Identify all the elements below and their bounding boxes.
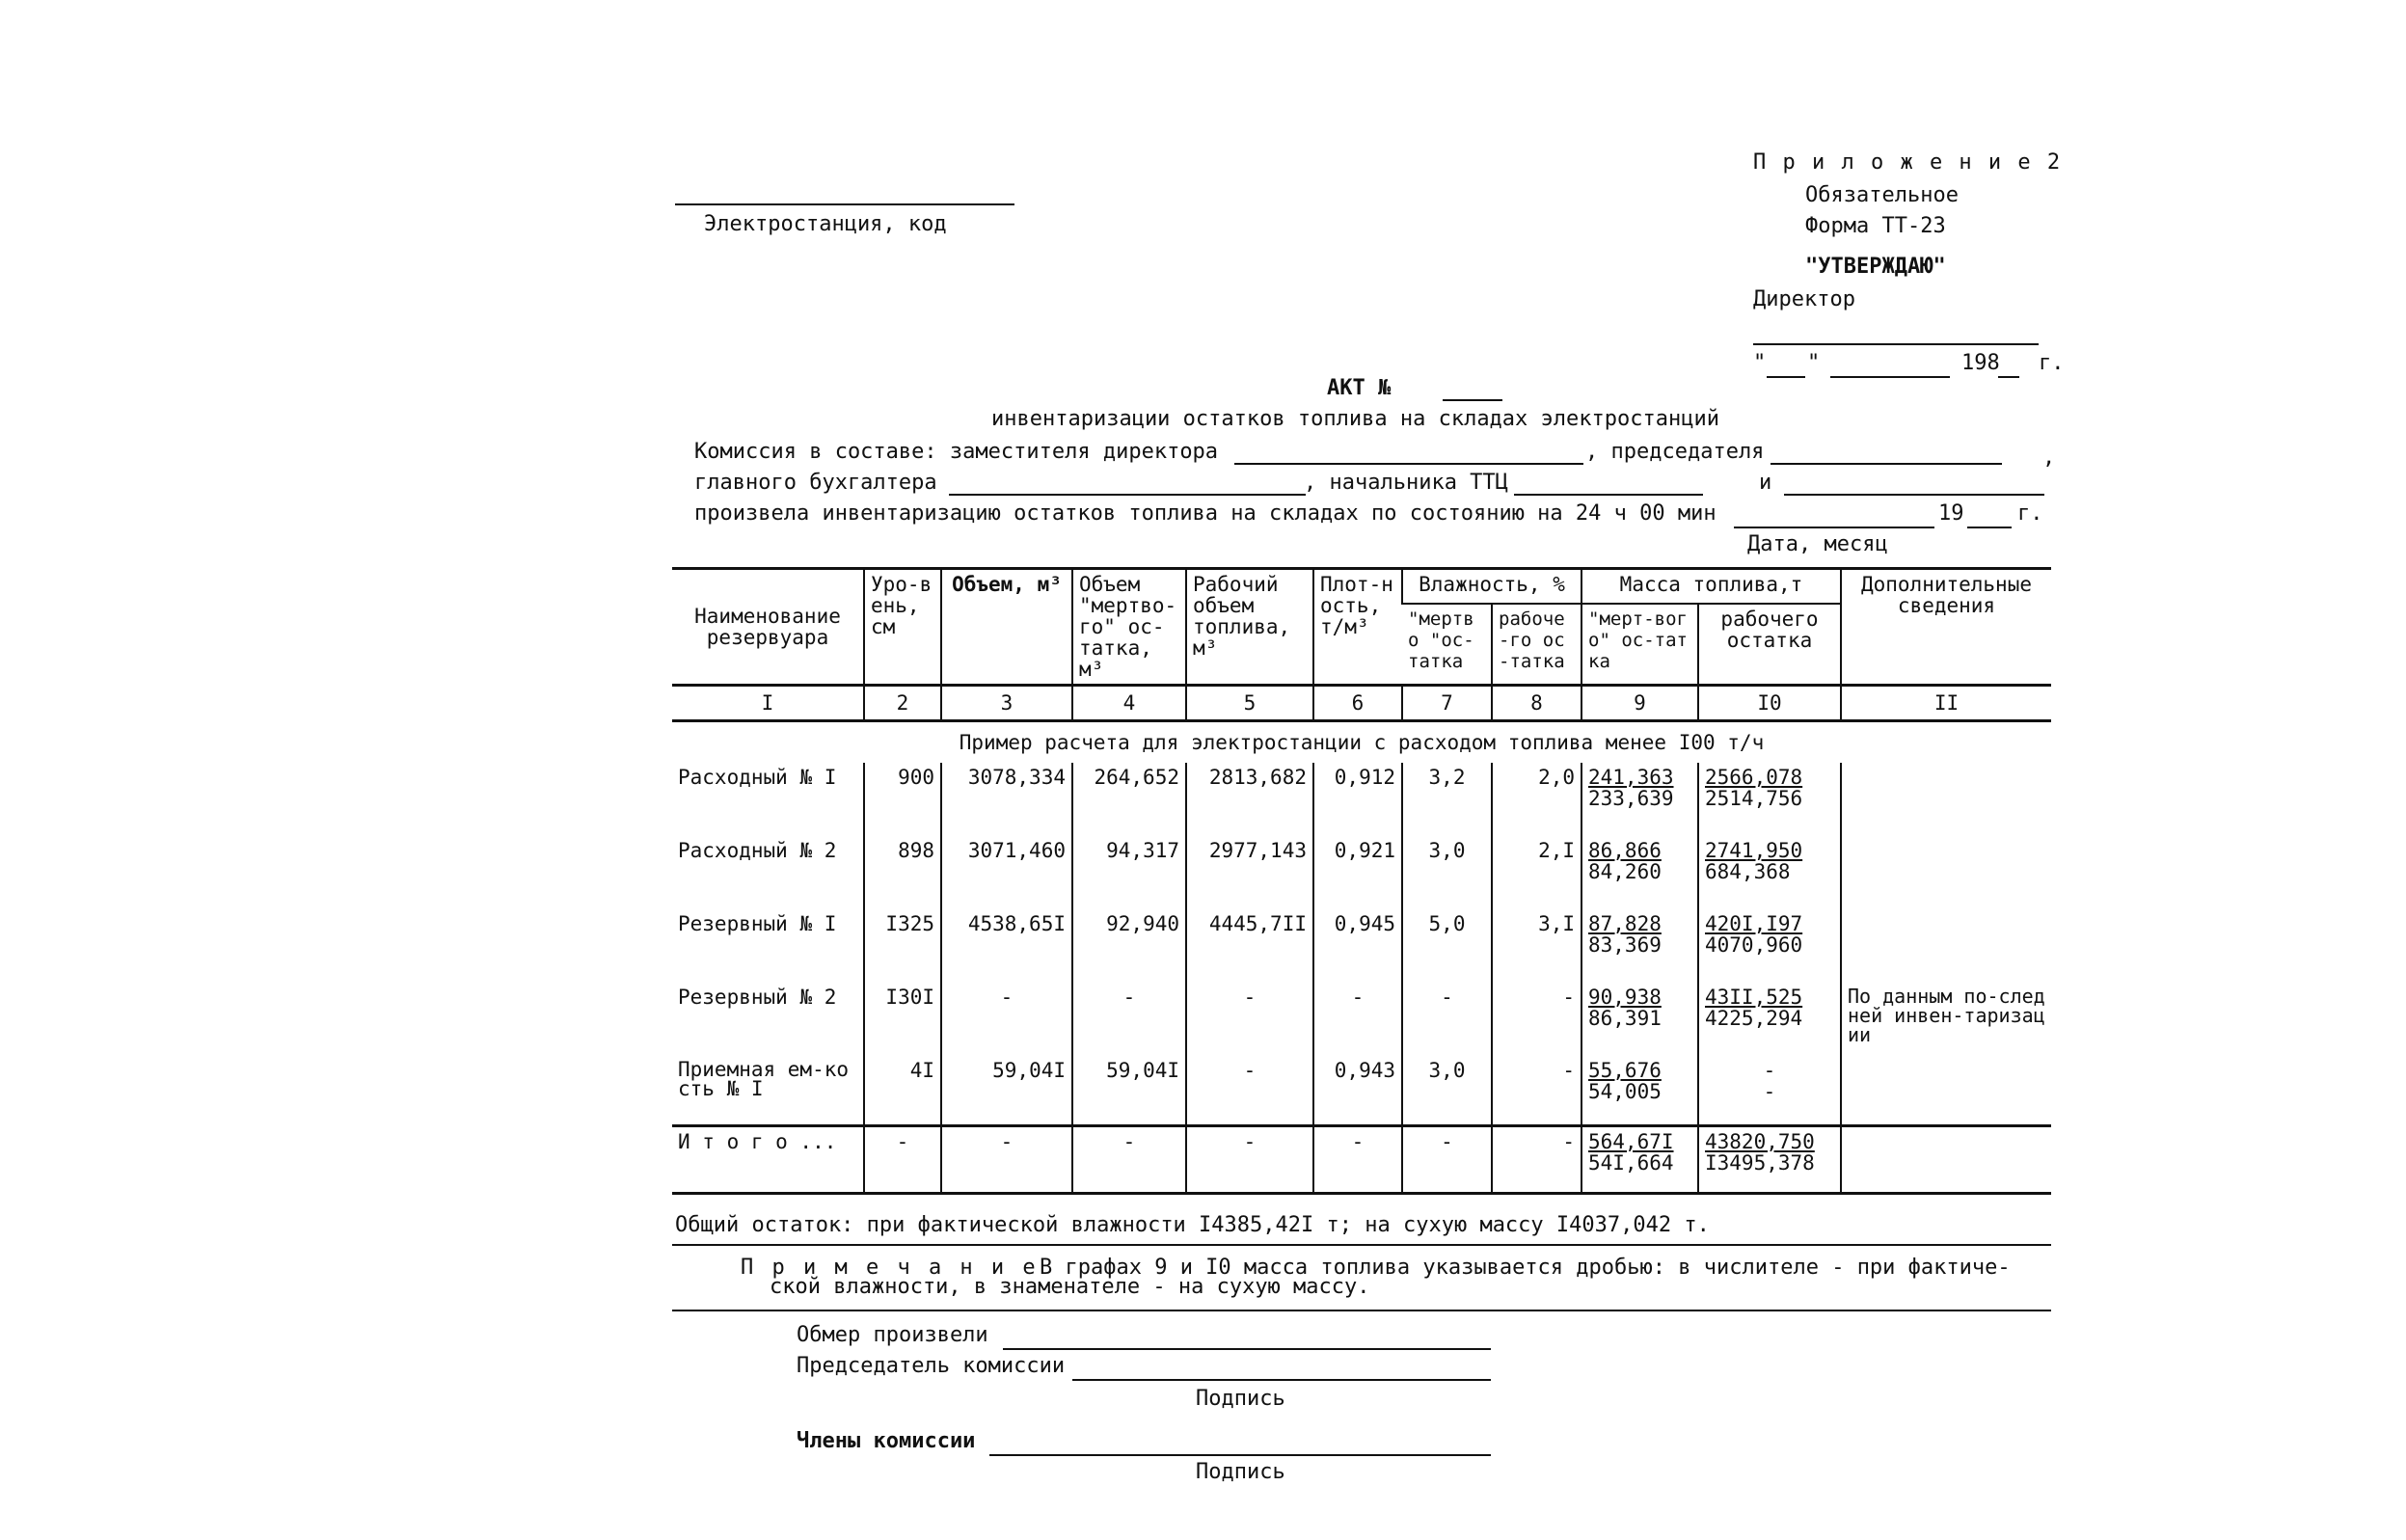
inventory-year: 19 [1938,501,1964,526]
cell-name: Расходный № I [678,766,837,789]
col-num: 8 [1492,686,1581,721]
mandatory-label: Обязательное [1805,183,1959,207]
act-number-blank [1443,399,1502,401]
cell-volume: 3078,334 [941,763,1072,836]
cell-name: Резервный № 2 [678,986,837,1009]
cell-extra [1841,836,2051,909]
summary-rule [672,1244,2051,1246]
commission-line2-b: , начальника ТТЦ [1304,471,1508,495]
table-row [672,983,2051,1056]
cell-hum-work: - [1492,983,1581,1056]
director-label: Директор [1753,287,1855,311]
summary-line: Общий остаток: при фактической влажности I4385,42I т; на сухую массу I4037,042 т. [675,1213,1710,1237]
sign-caption-2: Подпись [1196,1460,1285,1484]
member-blank [1784,494,2044,496]
act-subtitle: инвентаризации остатков топлива на складах электростанций [991,407,1719,431]
numerator: 90,938 [1588,986,1662,1009]
cell-level: - [864,1125,941,1193]
section-title: Пример расчета для электростанции с расходом топлива менее I00 т/ч [959,731,1765,754]
day-blank [1767,376,1805,378]
col-num: 2 [864,686,941,721]
cell-hum-work: 3,I [1492,909,1581,983]
date-quote-open: " [1753,351,1767,375]
denominator: 54I,664 [1588,1150,1674,1175]
numerator: - [1763,1059,1776,1082]
commission-line2-a: главного бухгалтера [694,471,937,495]
numerator: 43II,525 [1705,986,1803,1009]
station-line [675,203,1014,205]
denominator: 83,369 [1588,933,1662,957]
col-num: 3 [941,686,1072,721]
cell-extra-note: По данным по-следней инвен-таризации [1841,983,2051,1056]
inventory-line: произвела инвентаризацию остатков топлива на складах по состоянию на 24 ч 00 мин [694,501,1717,526]
denominator: 684,368 [1705,860,1791,883]
table-row [672,836,2051,909]
inventory-year-suffix: г. [2017,501,2043,526]
header-extra: Дополнительные сведения [1841,569,2051,686]
table-row [672,909,2051,983]
note-rule [672,1310,2051,1311]
director-signature-line [1753,343,2039,345]
denominator: 54,005 [1588,1080,1662,1103]
cell-mass-work [1698,1056,1841,1125]
total-row [672,1125,2051,1193]
header-humidity: Влажность, % [1402,569,1581,604]
cell-name: Расходный № 2 [678,839,837,862]
cell-volume: - [941,983,1072,1056]
numerator: 2741,950 [1705,839,1803,862]
header-volume: Объем, м³ [941,569,1072,686]
cell-hum-dead: 3,2 [1402,763,1492,836]
chairman-sign-blank [1072,1379,1491,1381]
table-row [672,1056,2051,1125]
cell-work: 2977,143 [1186,836,1313,909]
cell-level: I30I [864,983,941,1056]
cell-mass-work [1698,836,1841,909]
cell-dead: - [1072,983,1186,1056]
cell-volume: 59,04I [941,1056,1072,1125]
cell-hum-work: 2,I [1492,836,1581,909]
numerator: 2566,078 [1705,766,1803,789]
cell-dead: 94,317 [1072,836,1186,909]
note-line1: В графах 9 и I0 масса топлива указывается дробью: в числителе - при фактиче- [1040,1256,2011,1280]
measured-label: Обмер произвели [797,1323,988,1347]
numerator: 43820,750 [1705,1129,1815,1153]
denominator: 86,391 [1588,1007,1662,1030]
cell-density: 0,912 [1313,763,1402,836]
cell-extra [1841,1056,2051,1125]
cell-mass-dead [1581,983,1698,1056]
cell-mass-work [1698,909,1841,983]
cell-density: 0,943 [1313,1056,1402,1125]
numerator: 87,828 [1588,912,1662,935]
cell-density: - [1313,983,1402,1056]
year-value: 198 [1961,351,2000,375]
cell-density: 0,921 [1313,836,1402,909]
members-blank [989,1454,1491,1456]
table-row [672,763,2051,836]
measured-blank [1003,1348,1491,1350]
header-name: Наименование резервуара [672,569,864,686]
denominator: 4225,294 [1705,1007,1803,1030]
cell-volume: 4538,65I [941,909,1072,983]
cell-dead: 264,652 [1072,763,1186,836]
inventory-year-blank [1967,527,2012,528]
denominator: - [1763,1080,1776,1103]
cell-volume: - [941,1125,1072,1193]
cell-mass-dead [1581,1125,1698,1193]
cell-density: 0,945 [1313,909,1402,983]
date-caption: Дата, месяц [1747,532,1888,556]
commission-line1-a: Комиссия в составе: заместителя директора [694,440,1219,464]
note-line2: ской влажности, в знаменателе - на сухую массу. [770,1275,1370,1299]
cell-mass-work [1698,1125,1841,1193]
denominator: 4070,960 [1705,933,1803,957]
col-num: 6 [1313,686,1402,721]
cell-mass-work [1698,983,1841,1056]
station-label: Электростанция, код [704,212,947,236]
denominator: I3495,378 [1705,1150,1815,1175]
cell-hum-work: 2,0 [1492,763,1581,836]
header-mass-dead: "мерт-вого" ос-татка [1581,604,1698,686]
cell-mass-dead [1581,836,1698,909]
cell-level: I325 [864,909,941,983]
cell-extra [1841,763,2051,836]
inventory-table [672,567,2051,1195]
cell-work: - [1186,1056,1313,1125]
col-num: I [672,686,864,721]
numerator: 420I,I97 [1705,912,1803,935]
cell-hum-dead: - [1402,1125,1492,1193]
header-density: Плот-ность, т/м³ [1313,569,1402,686]
date-blank [1734,527,1934,528]
year-suffix: г. [2039,351,2065,375]
sign-caption-1: Подпись [1196,1387,1285,1411]
date-quote-close: " [1807,351,1821,375]
cell-level: 900 [864,763,941,836]
approve-label: "УТВЕРЖДАЮ" [1805,255,1946,279]
col-num: 9 [1581,686,1698,721]
chairman-label: Председатель комиссии [797,1354,1066,1378]
cell-extra [1841,1125,2051,1193]
col-num: I0 [1698,686,1841,721]
note-label: П р и м е ч а н и е [741,1256,1039,1280]
act-title: АКТ № [1327,376,1392,400]
cell-hum-dead: 3,0 [1402,836,1492,909]
cell-hum-dead: 5,0 [1402,909,1492,983]
ttc-head-blank [1514,494,1703,496]
header-hum-work: рабоче-го ос-татка [1492,604,1581,686]
cell-hum-work: - [1492,1056,1581,1125]
numerator: 241,363 [1588,766,1674,789]
col-num: 4 [1072,686,1186,721]
cell-dead: 92,940 [1072,909,1186,983]
cell-name: И т о г о ... [672,1125,864,1193]
denominator: 84,260 [1588,860,1662,883]
comma-mark: , [2042,446,2056,470]
header-work-volume: Рабочий объем топлива, м³ [1186,569,1313,686]
header-mass-work: рабочего остатка [1698,604,1841,686]
chairman-blank [1771,463,2002,465]
month-blank [1830,376,1950,378]
members-label: Члены комиссии [797,1429,976,1453]
denominator: 233,639 [1588,787,1674,810]
denominator: 2514,756 [1705,787,1803,810]
cell-name: Резервный № I [678,912,837,935]
cell-work: 2813,682 [1186,763,1313,836]
col-num: 5 [1186,686,1313,721]
header-dead-volume: Объем "мертво-го" ос-татка, м³ [1072,569,1186,686]
cell-mass-dead [1581,909,1698,983]
col-num: II [1841,686,2051,721]
header-hum-dead: "мертво "ос-татка [1402,604,1492,686]
appendix-label: П р и л о ж е н и е 2 [1753,150,2063,175]
cell-work: - [1186,983,1313,1056]
cell-mass-dead [1581,763,1698,836]
numerator: 55,676 [1588,1059,1662,1082]
table-header-row [672,569,2051,604]
cell-hum-dead: 3,0 [1402,1056,1492,1125]
cell-name: Приемная ем-кость № I [678,1058,850,1100]
cell-extra [1841,909,2051,983]
cell-level: 4I [864,1056,941,1125]
cell-level: 898 [864,836,941,909]
cell-mass-dead [1581,1056,1698,1125]
cell-volume: 3071,460 [941,836,1072,909]
cell-work: 4445,7II [1186,909,1313,983]
col-num: 7 [1402,686,1492,721]
cell-density: - [1313,1125,1402,1193]
cell-dead: 59,04I [1072,1056,1186,1125]
header-level: Уро-вень, см [864,569,941,686]
numerator: 86,866 [1588,839,1662,862]
header-mass: Масса топлива,т [1581,569,1841,604]
cell-work: - [1186,1125,1313,1193]
cell-mass-work [1698,763,1841,836]
chief-accountant-blank [949,494,1306,496]
cell-hum-work: - [1492,1125,1581,1193]
commission-line1-b: , председателя [1585,440,1765,464]
year-blank [1998,376,2019,378]
section-row [672,721,2051,764]
numerator: 564,67I [1588,1129,1674,1153]
cell-dead: - [1072,1125,1186,1193]
commission-line2-c: и [1759,471,1772,495]
cell-hum-dead: - [1402,983,1492,1056]
form-label: Форма ТТ-23 [1805,214,1946,238]
deputy-director-blank [1234,463,1583,465]
column-numbers-row [672,686,2051,721]
